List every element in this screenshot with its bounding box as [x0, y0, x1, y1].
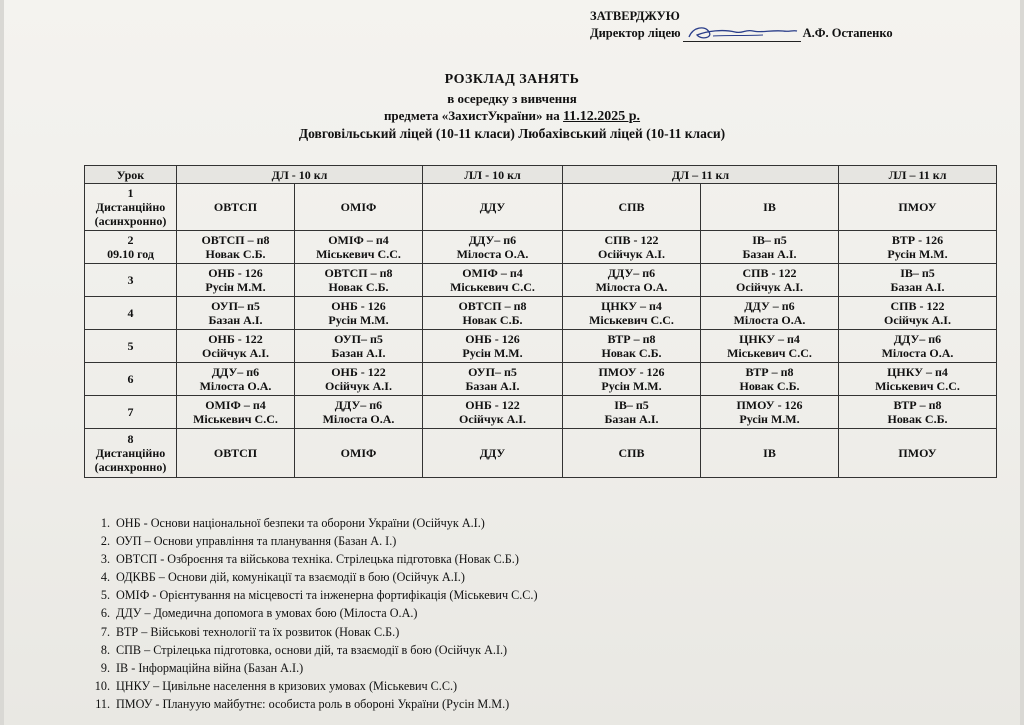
- schedule-cell: ВТР - 126 Русін М.М.: [839, 231, 997, 264]
- title-date: 11.12.2025 р.: [563, 109, 641, 124]
- lesson-cell: 7: [85, 396, 177, 429]
- lesson-cell: 8 Дистанційно (асинхронно): [85, 429, 177, 478]
- schedule-cell: ЦНКУ – п4 Міськевич С.С.: [701, 330, 839, 363]
- schedule-cell: ОМІФ – п4 Міськевич С.С.: [295, 231, 423, 264]
- approval-position: Директор ліцею: [590, 26, 681, 40]
- lesson-cell: 3: [85, 264, 177, 297]
- signature-mark: [683, 27, 801, 42]
- table-row: [85, 264, 997, 297]
- schedule-cell: ОУП– п5 Базан А.І.: [295, 330, 423, 363]
- schedule-cell: ДДУ– п6 Мілоста О.А.: [423, 231, 563, 264]
- legend-item: 7. ВТР – Військові технології та їх розвиток (Новак С.Б.): [100, 624, 400, 639]
- schedule-cell: ДДУ– п6 Мілоста О.А.: [839, 330, 997, 363]
- schedule-cell: ОНБ - 122 Осійчук А.І.: [177, 330, 295, 363]
- header-dl-10: ДЛ - 10 кл: [177, 166, 423, 184]
- table-row: [85, 184, 997, 231]
- table-row: [85, 396, 997, 429]
- schedule-cell: ІВ– п5 Базан А.І.: [839, 264, 997, 297]
- schedule-cell: ДДУ– п6 Мілоста О.А.: [563, 264, 701, 297]
- header-ll-10: ЛЛ - 10 кл: [423, 166, 563, 184]
- schedule-cell: ОУП– п5 Базан А.І.: [423, 363, 563, 396]
- schedule-cell: ЦНКУ – п4 Міськевич С.С.: [563, 297, 701, 330]
- document-title: РОЗКЛАД ЗАНЯТЬ: [444, 72, 580, 87]
- schedule-cell: ПМОУ: [839, 429, 997, 478]
- schedule-cell: ОВТСП: [177, 184, 295, 231]
- legend-item: 2. ОУП – Основи управління та планування (Базан А. І.): [100, 534, 397, 549]
- lesson-cell: 4: [85, 297, 177, 330]
- schedule-cell: ПМОУ - 126 Русін М.М.: [563, 363, 701, 396]
- legend-item: 10. ЦНКУ – Цивільне населення в кризових умовах (Міськевич С.С.): [94, 678, 458, 693]
- title-subject: предмета «ЗахистУкраїни» на: [383, 108, 560, 123]
- schedule-cell: ОВТСП – п8 Новак С.Б.: [423, 297, 563, 330]
- header-lesson: Урок: [85, 166, 177, 184]
- schedule-cell: ОНБ - 122 Осійчук А.І.: [423, 396, 563, 429]
- schedule-cell: ІВ– п5 Базан А.І.: [701, 231, 839, 264]
- lesson-cell: 6: [85, 363, 177, 396]
- schedule-cell: ОМІФ: [295, 429, 423, 478]
- schedule-cell: ПМОУ - 126 Русін М.М.: [701, 396, 839, 429]
- schedule-cell: ДДУ: [423, 429, 563, 478]
- schedule-table: [84, 165, 997, 478]
- legend-item: 3. ОВТСП - Озброєння та військова техніка. Стрілецька підготовка (Новак С.Б.): [100, 552, 519, 567]
- table-row: [85, 297, 997, 330]
- schedule-cell: ОНБ - 126 Русін М.М.: [295, 297, 423, 330]
- approval-signature-line: [590, 25, 1010, 42]
- header-row: [85, 166, 997, 184]
- lesson-cell: 5: [85, 330, 177, 363]
- schedule-cell: ДДУ– п6 Мілоста О.А.: [295, 396, 423, 429]
- table-row: [85, 429, 997, 478]
- schedule-cell: ВТР – п8 Новак С.Б.: [839, 396, 997, 429]
- legend-item: 5. ОМІФ - Орієнтування на місцевості та інженерна фортифікація (Міськевич С.С.): [100, 588, 538, 603]
- schedule-cell: СПВ: [563, 184, 701, 231]
- schedule-cell: СПВ - 122 Осійчук А.І.: [839, 297, 997, 330]
- legend-item: 9. ІВ - Інформаційна війна (Базан А.І.): [100, 660, 304, 675]
- title-line-2: в осередку з вивчення: [447, 91, 577, 106]
- document-sheet: [4, 0, 1020, 725]
- schedule-cell: ПМОУ: [839, 184, 997, 231]
- schedule-cell: ОМІФ – п4 Міськевич С.С.: [423, 264, 563, 297]
- schedule-cell: ОМІФ: [295, 184, 423, 231]
- legend-item: 11. ПМОУ - Плануую майбутнє: особиста роль в обороні України (Русін М.М.): [95, 696, 510, 711]
- schedule-cell: ІВ: [701, 429, 839, 478]
- schedule-cell: ОВТСП – п8 Новак С.Б.: [177, 231, 295, 264]
- approval-block: [590, 8, 1010, 42]
- schedule-cell: ОМІФ – п4 Міськевич С.С.: [177, 396, 295, 429]
- schedule-cell: ОНБ - 122 Осійчук А.І.: [295, 363, 423, 396]
- schedule-cell: ОВТСП – п8 Новак С.Б.: [295, 264, 423, 297]
- legend-item: 4. ОДКВБ – Основи дій, комунікації та взаємодії в бою (Осійчук А.І.): [100, 570, 465, 585]
- legend-item: 8. СПВ – Стрілецька підготовка, основи дій, та взаємодії в бою (Осійчук А.І.): [100, 642, 508, 657]
- table-row: [85, 363, 997, 396]
- schedule-cell: ОУП– п5 Базан А.І.: [177, 297, 295, 330]
- header-ll-11: ЛЛ – 11 кл: [839, 166, 997, 184]
- schedule-cell: СПВ - 122 Осійчук А.І.: [563, 231, 701, 264]
- schedule-cell: ДДУ: [423, 184, 563, 231]
- subject-legend: [76, 514, 976, 713]
- table-row: [85, 231, 997, 264]
- schedule-cell: ВТР – п8 Новак С.Б.: [701, 363, 839, 396]
- schedule-cell: ОВТСП: [177, 429, 295, 478]
- schedule-cell: СПВ: [563, 429, 701, 478]
- legend-item: 1. ОНБ - Основи національної безпеки та оборони України (Осійчук А.І.): [100, 516, 485, 530]
- schedule-cell: ДДУ – п6 Мілоста О.А.: [701, 297, 839, 330]
- lesson-cell: 1 Дистанційно (асинхронно): [85, 184, 177, 231]
- schedule-cell: ІВ– п5 Базан А.І.: [563, 396, 701, 429]
- legend-item: 6. ДДУ – Домедична допомога в умовах бою (Мілоста О.А.): [100, 606, 418, 621]
- schedule-cell: ОНБ - 126 Русін М.М.: [423, 330, 563, 363]
- table-row: [85, 330, 997, 363]
- approval-heading: ЗАТВЕРДЖУЮ: [590, 9, 680, 23]
- header-dl-11: ДЛ – 11 кл: [563, 166, 839, 184]
- title-line-4: Довговільський ліцей (10-11 класи) Любахівський ліцей (10-11 класи): [298, 126, 726, 141]
- approval-name: А.Ф. Остапенко: [802, 26, 893, 40]
- title-line-3: [4, 108, 1020, 125]
- lesson-cell: 2 09.10 год: [85, 231, 177, 264]
- schedule-cell: ВТР – п8 Новак С.Б.: [563, 330, 701, 363]
- schedule-cell: ЦНКУ – п4 Міськевич С.С.: [839, 363, 997, 396]
- schedule-cell: ОНБ - 126 Русін М.М.: [177, 264, 295, 297]
- schedule-cell: ІВ: [701, 184, 839, 231]
- schedule-cell: СПВ - 122 Осійчук А.І.: [701, 264, 839, 297]
- schedule-cell: ДДУ– п6 Мілоста О.А.: [177, 363, 295, 396]
